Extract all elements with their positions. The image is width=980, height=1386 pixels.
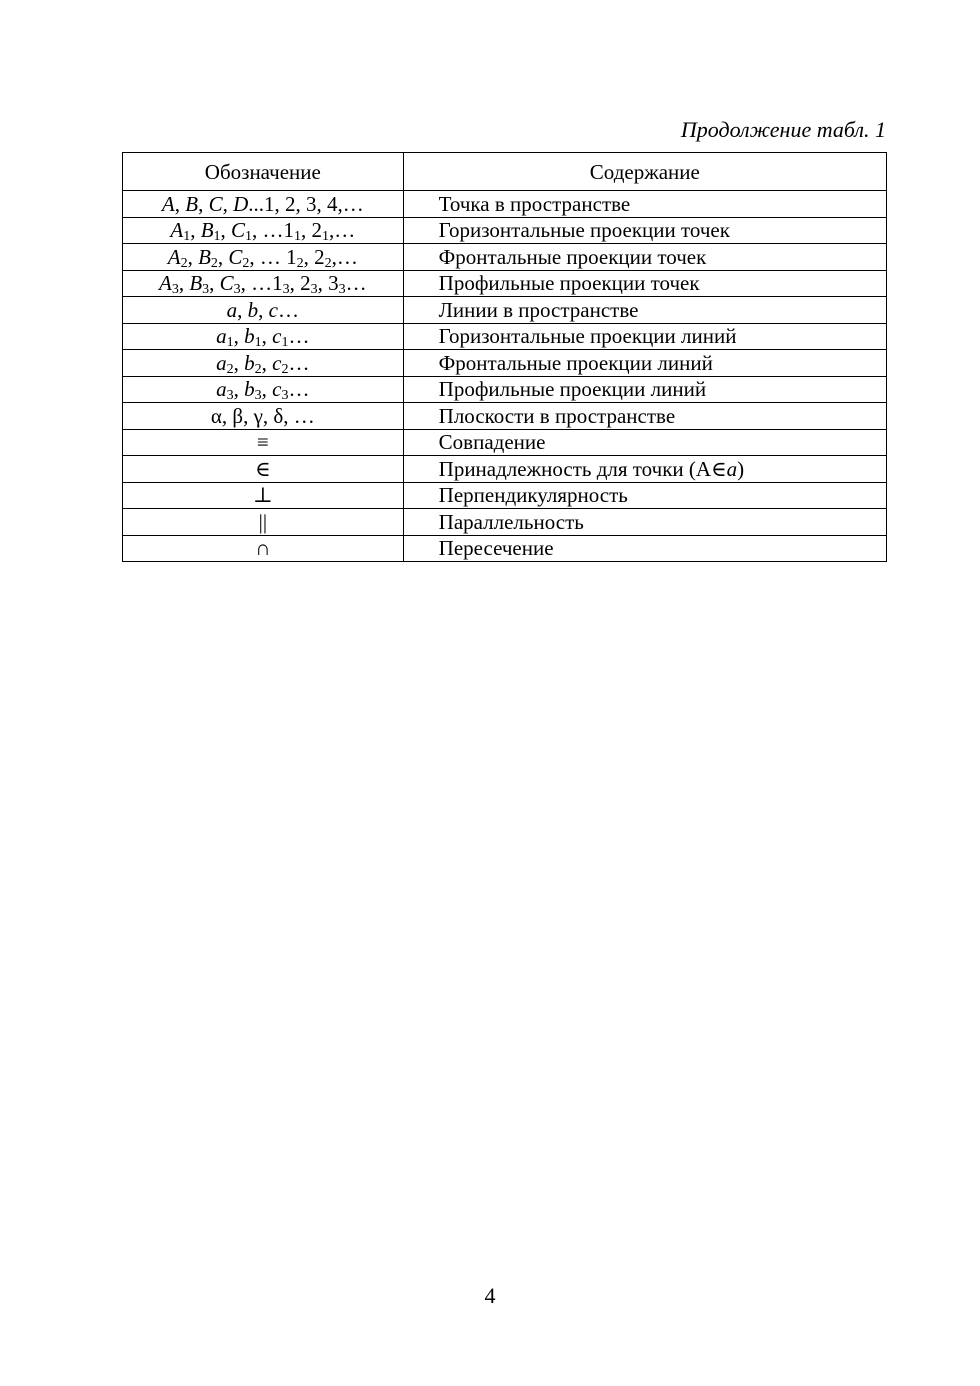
table-row — [123, 535, 887, 562]
symbol-cell: $A_1$, $B_1$, $C_1$, $\dots 1_1$, $2_1,\dots$ — [123, 217, 404, 244]
content-cell: Профильные проекции линий — [403, 376, 886, 403]
table-continuation-caption: Продолжение табл. 1 — [680, 117, 886, 142]
table-row — [123, 270, 887, 297]
page-number: 4 — [484, 1283, 496, 1308]
table-row — [123, 244, 887, 271]
symbol-cell: ≡ — [123, 429, 404, 456]
table-row — [123, 509, 887, 536]
table-row — [123, 429, 887, 456]
content-cell: Совпадение — [403, 429, 886, 456]
content-cell: Линии в пространстве — [403, 297, 886, 324]
symbol-cell: $a_3$, $b_3$, $c_3\dots$ — [123, 376, 404, 403]
content-cell: Профильные проекции точек — [403, 270, 886, 297]
header-content: Содержание — [403, 153, 886, 191]
table-row — [123, 350, 887, 377]
symbol-cell: $A_2$, $B_2$, $C_2$, … $1_2$, $2_2,\dots$ — [123, 244, 404, 271]
symbol-cell: A, B, C, D...1, 2, 3, 4,… — [123, 191, 404, 218]
symbol-cell: ∈ — [123, 456, 404, 483]
symbol-cell: $a_1$, $b_1$, $c_1\dots$ — [123, 323, 404, 350]
content-cell: Фронтальные проекции точек — [403, 244, 886, 271]
table-row — [123, 297, 887, 324]
table-row — [123, 403, 887, 430]
table-row — [123, 323, 887, 350]
content-cell: Горизонтальные проекции точек — [403, 217, 886, 244]
header-symbol: Обозначение — [123, 153, 404, 191]
content-cell: Пересечение — [403, 535, 886, 562]
symbol-cell: a, b, c… — [123, 297, 404, 324]
table-row — [123, 456, 887, 483]
table-row — [123, 376, 887, 403]
content-cell: Точка в пространстве — [403, 191, 886, 218]
table-row — [123, 217, 887, 244]
content-cell: Перпендикулярность — [403, 482, 886, 509]
symbol-cell: α, β, γ, δ, … — [123, 403, 404, 430]
symbol-cell: ⊥ — [123, 482, 404, 509]
content-cell: Фронтальные проекции линий — [403, 350, 886, 377]
symbol-cell: ∩ — [123, 535, 404, 562]
table-header-row — [123, 153, 887, 191]
notation-table — [122, 152, 887, 562]
content-cell: Параллельность — [403, 509, 886, 536]
table-row — [123, 482, 887, 509]
content-cell: Горизонтальные проекции линий — [403, 323, 886, 350]
symbol-cell: $A_3$, $B_3$, $C_3$, $\dots 1_3$, $2_3$, $3_3\dots$ — [123, 270, 404, 297]
symbol-cell: $a_2$, $b_2$, $c_2\dots$ — [123, 350, 404, 377]
symbol-cell: || — [123, 509, 404, 536]
content-cell: Принадлежность для точки (A∈a) — [403, 456, 886, 483]
table-row — [123, 191, 887, 218]
content-cell: Плоскости в пространстве — [403, 403, 886, 430]
